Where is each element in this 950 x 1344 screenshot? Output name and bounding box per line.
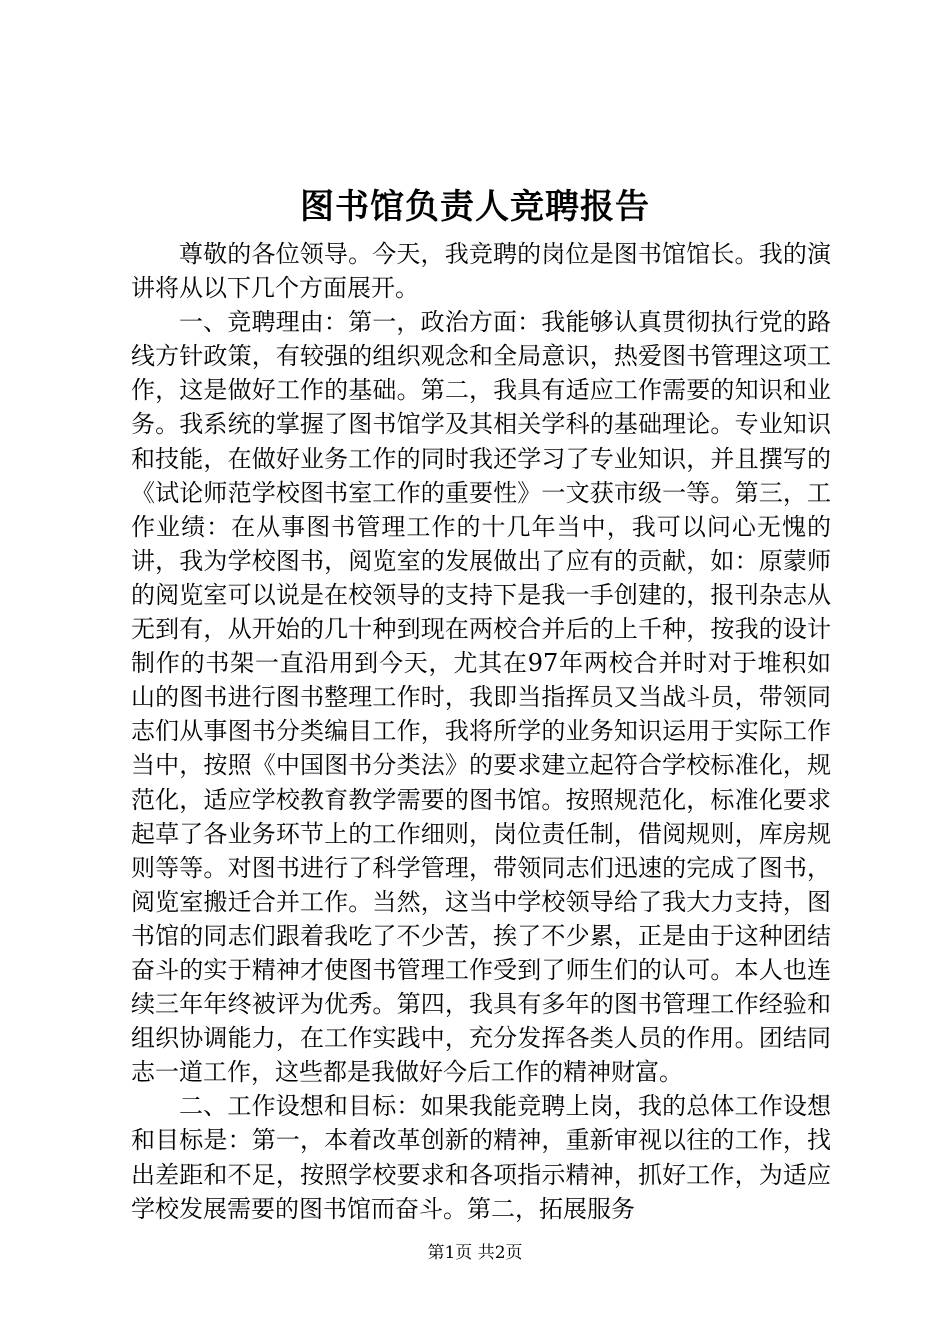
document-title: 图书馆负责人竞聘报告 — [300, 187, 650, 227]
paragraph-plans: 二、工作设想和目标：如果我能竞聘上岗，我的总体工作设想和目标是：第一，本着改革创新的精神，重新审视以往的工作，找出差距和不足，按照学校要求和各项指示精神，抓好工作，为适应学校发展需要的图书馆而奋斗。第二，拓展服务 — [131, 1092, 831, 1223]
paragraph-reasons: 一、竞聘理由：第一，政治方面：我能够认真贯彻执行党的路线方针政策，有较强的组织观念和全局意识，热爱图书管理这项工作，这是做好工作的基础。第二，我具有适应工作需要的知识和业务。我系统的掌握了图书馆学及其相关学科的基础理论。专业知识和技能，在做好业务工作的同时我还学习了专业知识，并且撰写的《试论师范学校图书室工作的重要性》一文获市级一等。第三，工作业绩：在从事图书管理工作的十几年当中，我可以问心无愧的讲，我为学校图书，阅览室的发展做出了应有的贡献，如：原蒙师的阅览室可以说是在校领导的支持下是我一手创建的，报刊杂志从无到有，从开始的几十种到现在两校合并后的上千种，按我的设计制作的书架一直沿用到今天，尤其在97年两校合并时对于堆积如山的图书进行图书整理工作时，我即当指挥员又当战斗员，带领同志们从事图书分类编目工作，我将所学的业务知识运用于实际工作当中，按照《中国图书分类法》的要求建立起符合学校标准化，规范化，适应学校教育教学需要的图书馆。按照规范化，标准化要求起草了各业务环节上的工作细则，岗位责任制，借阅规则，库房规则等等。对图书进行了科学管理，带领同志们迅速的完成了图书，阅览室搬迁合并工作。当然，这当中学校领导给了我大力支持，图书馆的同志们跟着我吃了不少苦，挨了不少累，正是由于这种团结奋斗的实于精神才使图书管理工作受到了师生们的认可。本人也连续三年年终被评为优秀。第四，我具有多年的图书管理工作经验和组织协调能力，在工作实践中，充分发挥各类人员的作用。团结同志一道工作，这些都是我做好今后工作的精神财富。 — [131, 308, 831, 1087]
document-body — [131, 237, 831, 1226]
paragraph-greeting: 尊敬的各位领导。今天，我竞聘的岗位是图书馆馆长。我的演讲将从以下几个方面展开。 — [131, 240, 831, 303]
page-number-footer: 第1页 共2页 — [427, 1243, 523, 1263]
